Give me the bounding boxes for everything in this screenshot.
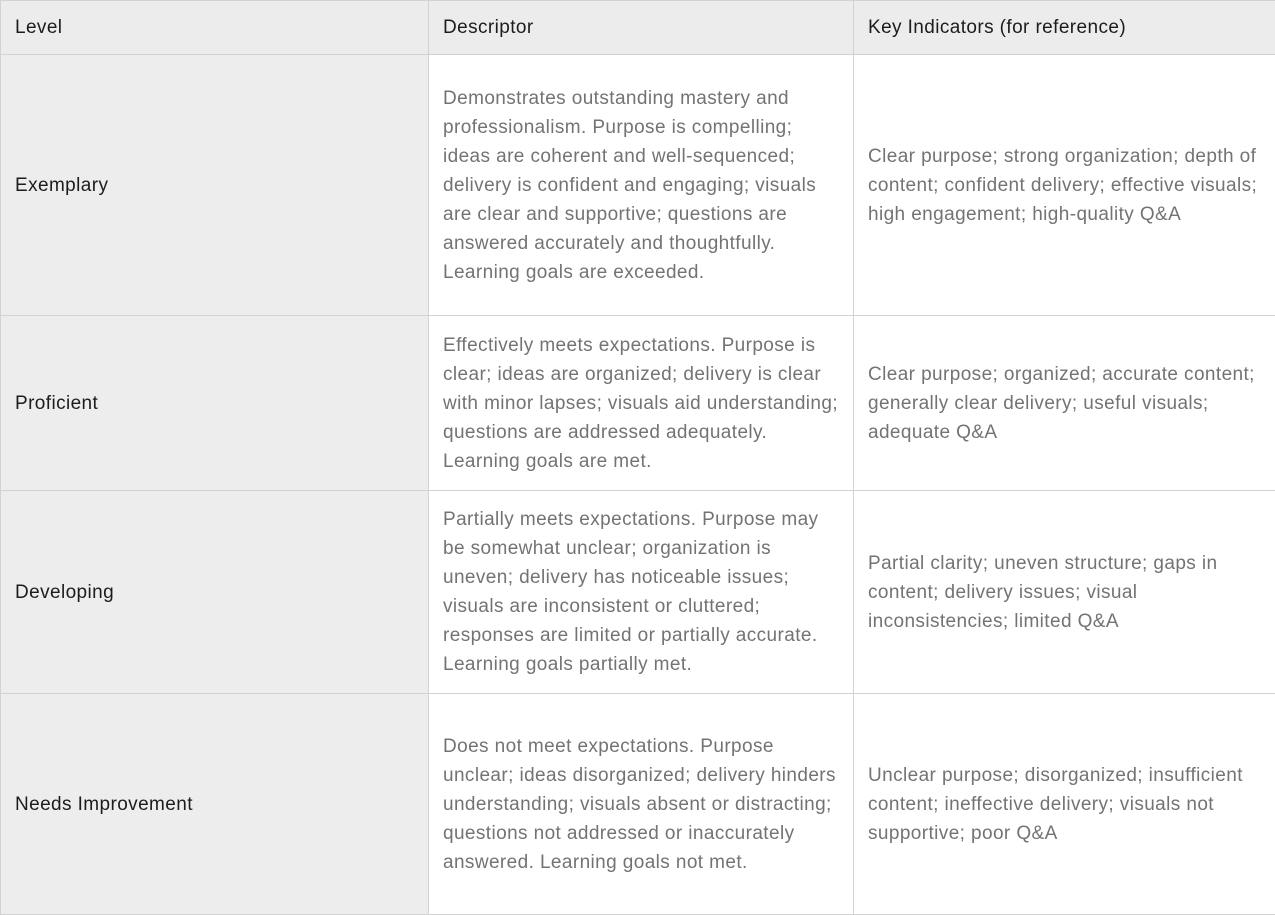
table-row — [1, 491, 1275, 694]
level-cell: Proficient — [1, 316, 429, 491]
table-row — [1, 55, 1275, 316]
descriptor-cell: Partially meets expectations. Purpose may be somewhat unclear; organization is uneven; delivery has noticeable issues; visuals are inconsistent or cluttered; responses are limited or partially accurate. Learning goals partially met. — [429, 491, 854, 694]
level-cell: Needs Improvement — [1, 694, 429, 915]
indicators-cell: Clear purpose; organized; accurate content; generally clear delivery; useful visuals; adequate Q&A — [854, 316, 1275, 491]
table-row — [1, 694, 1275, 915]
level-cell: Developing — [1, 491, 429, 694]
header-key-indicators: Key Indicators (for reference) — [854, 1, 1275, 55]
descriptor-cell: Effectively meets expectations. Purpose is clear; ideas are organized; delivery is clear with minor lapses; visuals aid understanding; questions are addressed adequately. Learning goals are met. — [429, 316, 854, 491]
descriptor-cell: Demonstrates outstanding mastery and professionalism. Purpose is compelling; ideas are coherent and well-sequenced; delivery is confident and engaging; visuals are clear and supportive; questions are answered accurately and thoughtfully. Learning goals are exceeded. — [429, 55, 854, 316]
indicators-cell: Clear purpose; strong organization; depth of content; confident delivery; effective visuals; high engagement; high-quality Q&A — [854, 55, 1275, 316]
header-level: Level — [1, 1, 429, 55]
header-row — [1, 1, 1275, 55]
table-row — [1, 316, 1275, 491]
descriptor-cell: Does not meet expectations. Purpose unclear; ideas disorganized; delivery hinders understanding; visuals absent or distracting; questions not addressed or inaccurately answered. Learning goals not met. — [429, 694, 854, 915]
indicators-cell: Unclear purpose; disorganized; insufficient content; ineffective delivery; visuals not supportive; poor Q&A — [854, 694, 1275, 915]
level-cell: Exemplary — [1, 55, 429, 316]
indicators-cell: Partial clarity; uneven structure; gaps in content; delivery issues; visual inconsistencies; limited Q&A — [854, 491, 1275, 694]
header-descriptor: Descriptor — [429, 1, 854, 55]
